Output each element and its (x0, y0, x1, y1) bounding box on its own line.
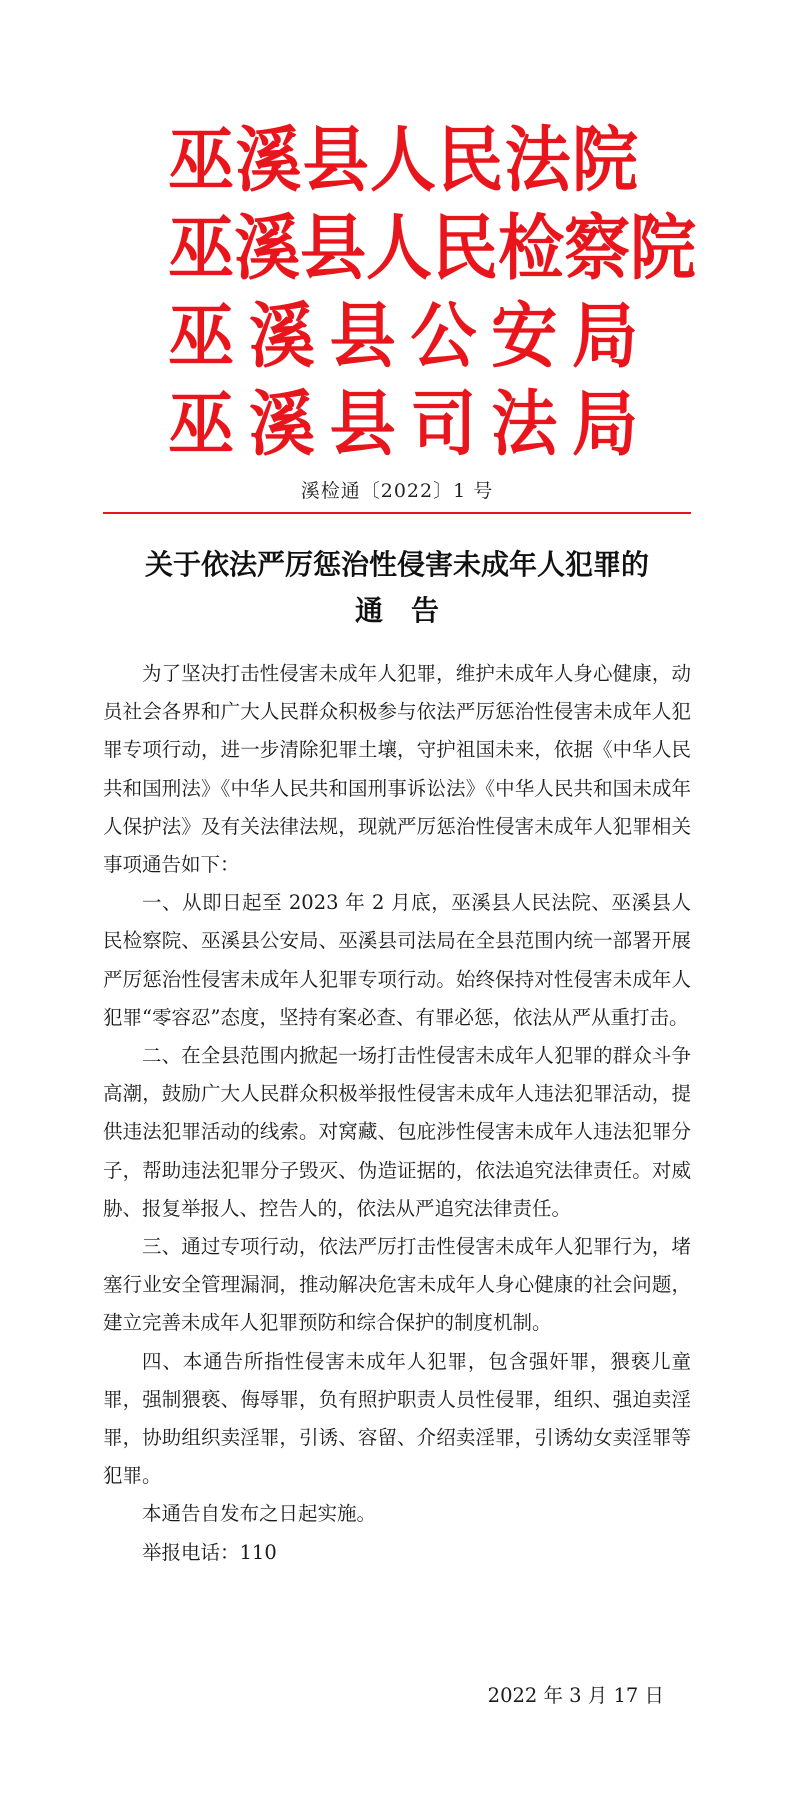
org-public-security: 巫 溪 县 公 安 局 (168, 293, 638, 378)
red-divider-line (103, 512, 691, 514)
title-line-1: 关于依法严厉惩治性侵害未成年人犯罪的 (144, 548, 649, 581)
paragraph-hotline: 举报电话：110 (142, 1540, 277, 1564)
paragraph-item-1: 一、从即日起至 2023 年 2 月底，巫溪县人民法院、巫溪县人民检察院、巫溪县公安局、巫溪县司法局在全县范围内统一部署开展严厉惩治性侵害未成年人犯罪专项行动。始终保持对性侵害未成年人犯罪“零容忍”态度，坚持有案必查、有罪必惩，依法从严从重打击。 (103, 891, 691, 1029)
paragraph-effective: 本通告自发布之日起实施。 (142, 1502, 377, 1526)
issuing-organizations (168, 112, 696, 466)
paragraph-intro: 为了坚决打击性侵害未成年人犯罪，维护未成年人身心健康，动员社会各界和广大人民群众积极参与依法严厉惩治性侵害未成年人犯罪专项行动，进一步清除犯罪土壤，守护祖国未来，依据《中华人民共和国刑法》《中华人民共和国刑事诉讼法》《中华人民共和国未成年人保护法》及有关法律法规，现就严厉惩治性侵害未成年人犯罪相关事项通告如下： (103, 662, 691, 877)
paragraph-item-4: 四、本通告所指性侵害未成年人犯罪，包含强奸罪，猥亵儿童罪，强制猥亵、侮辱罪，负有照护职责人员性侵罪，组织、强迫卖淫罪，协助组织卖淫罪，引诱、容留、介绍卖淫罪，引诱幼女卖淫罪等犯罪。 (103, 1349, 691, 1488)
paragraph-item-2: 二、在全县范围内掀起一场打击性侵害未成年人犯罪的群众斗争高潮，鼓励广大人民群众积极举报性侵害未成年人违法犯罪活动，提供违法犯罪活动的线索。对窝藏、包庇涉性侵害未成年人违法犯罪分子，帮助违法犯罪分子毁灭、伪造证据的，依法追究法律责任。对威胁、报复举报人、控告人的，依法从严追究法律责任。 (103, 1044, 691, 1220)
document-title (80, 542, 714, 634)
issue-date: 2022 年 3 月 17 日 (487, 1684, 664, 1707)
org-procuratorate: 巫 溪 县 人 民 检 察 院 (168, 205, 696, 290)
org-justice-bureau: 巫 溪 县 司 法 局 (168, 381, 638, 466)
title-line-2: 通告 (354, 594, 467, 627)
document-body (103, 655, 691, 1572)
org-court: 巫 溪 县 人 民 法 院 (168, 117, 638, 202)
document-number: 溪检通〔2022〕1 号 (300, 480, 494, 502)
paragraph-item-3: 三、通过专项行动，依法严厉打击性侵害未成年人犯罪行为，堵塞行业安全管理漏洞，推动解决危害未成年人身心健康的社会问题，建立完善未成年人犯罪预防和综合保护的制度机制。 (103, 1235, 691, 1335)
